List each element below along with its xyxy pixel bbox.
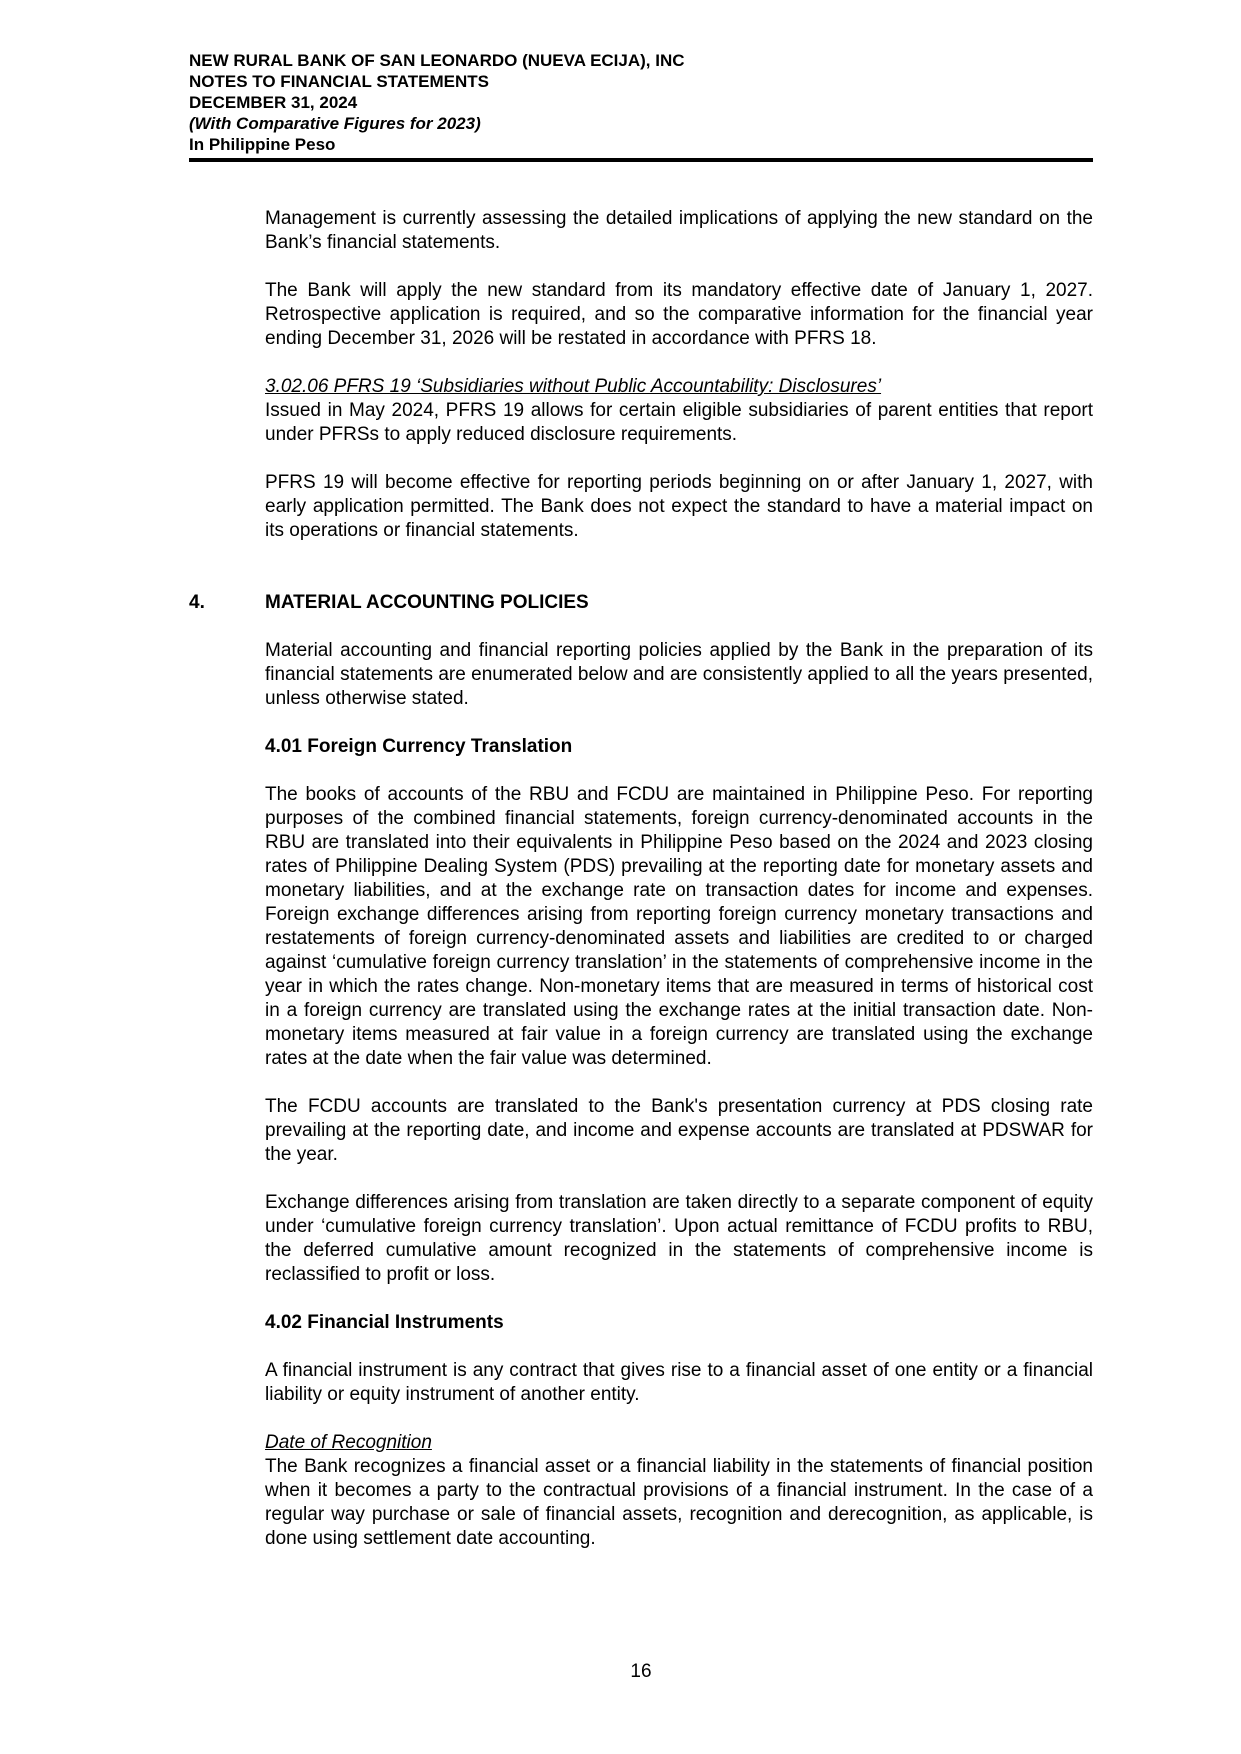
paragraph-exchange-differences: Exchange differences arising from translation are taken directly to a separate component of equity under ‘cumulative foreign currency translation’. Upon actual remittance of FCDU profits to RBU, the deferred cumulative amount recognized in the statements of comprehensive income is reclassified to profit or loss. bbox=[265, 1192, 1093, 1285]
section-4-heading bbox=[189, 591, 1093, 615]
header-bank-name: NEW RURAL BANK OF SAN LEONARDO (NUEVA ECIJA), INC bbox=[189, 51, 685, 70]
paragraph-financial-instrument-definition: A financial instrument is any contract that gives rise to a financial asset of one entity or a financial liability or equity instrument of another entity. bbox=[265, 1360, 1093, 1405]
paragraph-fcdu-accounts: The FCDU accounts are translated to the Bank's presentation currency at PDS closing rate prevailing at the reporting date, and income and expense accounts are translated at PDSWAR for the year. bbox=[265, 1096, 1093, 1165]
header-currency-note: In Philippine Peso bbox=[189, 135, 336, 154]
page-number: 16 bbox=[630, 1661, 652, 1682]
header-doc-date: DECEMBER 31, 2024 bbox=[189, 93, 358, 112]
section-4-number: 4. bbox=[189, 592, 205, 613]
paragraph-date-of-recognition: The Bank recognizes a financial asset or a financial liability in the statements of financial position when it becomes a party to the contractual provisions of a financial instrument. In the case of a regular way purchase or sale of financial assets, recognition and derecognition, as applicable, is done using settlement date accounting. bbox=[265, 1456, 1093, 1549]
header-comparative-note: (With Comparative Figures for 2023) bbox=[189, 114, 481, 133]
heading-401-foreign-currency: 4.01 Foreign Currency Translation bbox=[265, 736, 573, 757]
heading-date-of-recognition: Date of Recognition bbox=[265, 1432, 432, 1453]
paragraph-apply-new-standard: The Bank will apply the new standard from its mandatory effective date of January 1, 2027. Retrospective application is required, and so the comparative information for the financial year ending December 31, 2026 will be restated in accordance with PFRS 18. bbox=[265, 280, 1093, 349]
document-body bbox=[189, 207, 1093, 1575]
paragraph-material-policies: Material accounting and financial reporting policies applied by the Bank in the preparation of its financial statements are enumerated below and are consistently applied to all the years presented, unless otherwise stated. bbox=[265, 640, 1093, 709]
paragraph-management-assessing: Management is currently assessing the detailed implications of applying the new standard on the Bank’s financial statements. bbox=[265, 208, 1093, 253]
paragraph-books-of-accounts: The books of accounts of the RBU and FCDU are maintained in Philippine Peso. For reporting purposes of the combined financial statements, foreign currency-denominated accounts in the RBU are translated into their equivalents in Philippine Peso based on the 2024 and 2023 closing rates of Philippine Dealing System (PDS) prevailing at the reporting date for monetary assets and monetary liabilities, and at the exchange rate on transaction dates for income and expenses. Foreign exchange differences arising from reporting foreign currency monetary transactions and restatements of foreign currency-denominated assets and liabilities are credited to or charged against ‘cumulative foreign currency translation’ in the statements of comprehensive income in the year in which the rates change. Non-monetary items that are measured in terms of historical cost in a foreign currency are translated using the exchange rates at the initial transaction date. Non-monetary items measured at fair value in a foreign currency are translated using the exchange rates at the date when the fair value was determined. bbox=[265, 784, 1093, 1069]
header-doc-title: NOTES TO FINANCIAL STATEMENTS bbox=[189, 72, 490, 91]
page-footer bbox=[189, 1660, 1093, 1684]
paragraph-pfrs19-effective: PFRS 19 will become effective for reporting periods beginning on or after January 1, 2027, with early application permitted. The Bank does not expect the standard to have a material impact on its operations or financial statements. bbox=[265, 472, 1093, 541]
heading-pfrs19-subsidiaries: 3.02.06 PFRS 19 ‘Subsidiaries without Public Accountability: Disclosures’ bbox=[265, 376, 882, 397]
section-4-title: MATERIAL ACCOUNTING POLICIES bbox=[265, 592, 589, 613]
header-divider-rule bbox=[189, 158, 1093, 162]
paragraph-pfrs19-issued: Issued in May 2024, PFRS 19 allows for certain eligible subsidiaries of parent entities that report under PFRSs to apply reduced disclosure requirements. bbox=[265, 400, 1093, 445]
page-header bbox=[189, 50, 1093, 155]
heading-402-financial-instruments: 4.02 Financial Instruments bbox=[265, 1312, 504, 1333]
